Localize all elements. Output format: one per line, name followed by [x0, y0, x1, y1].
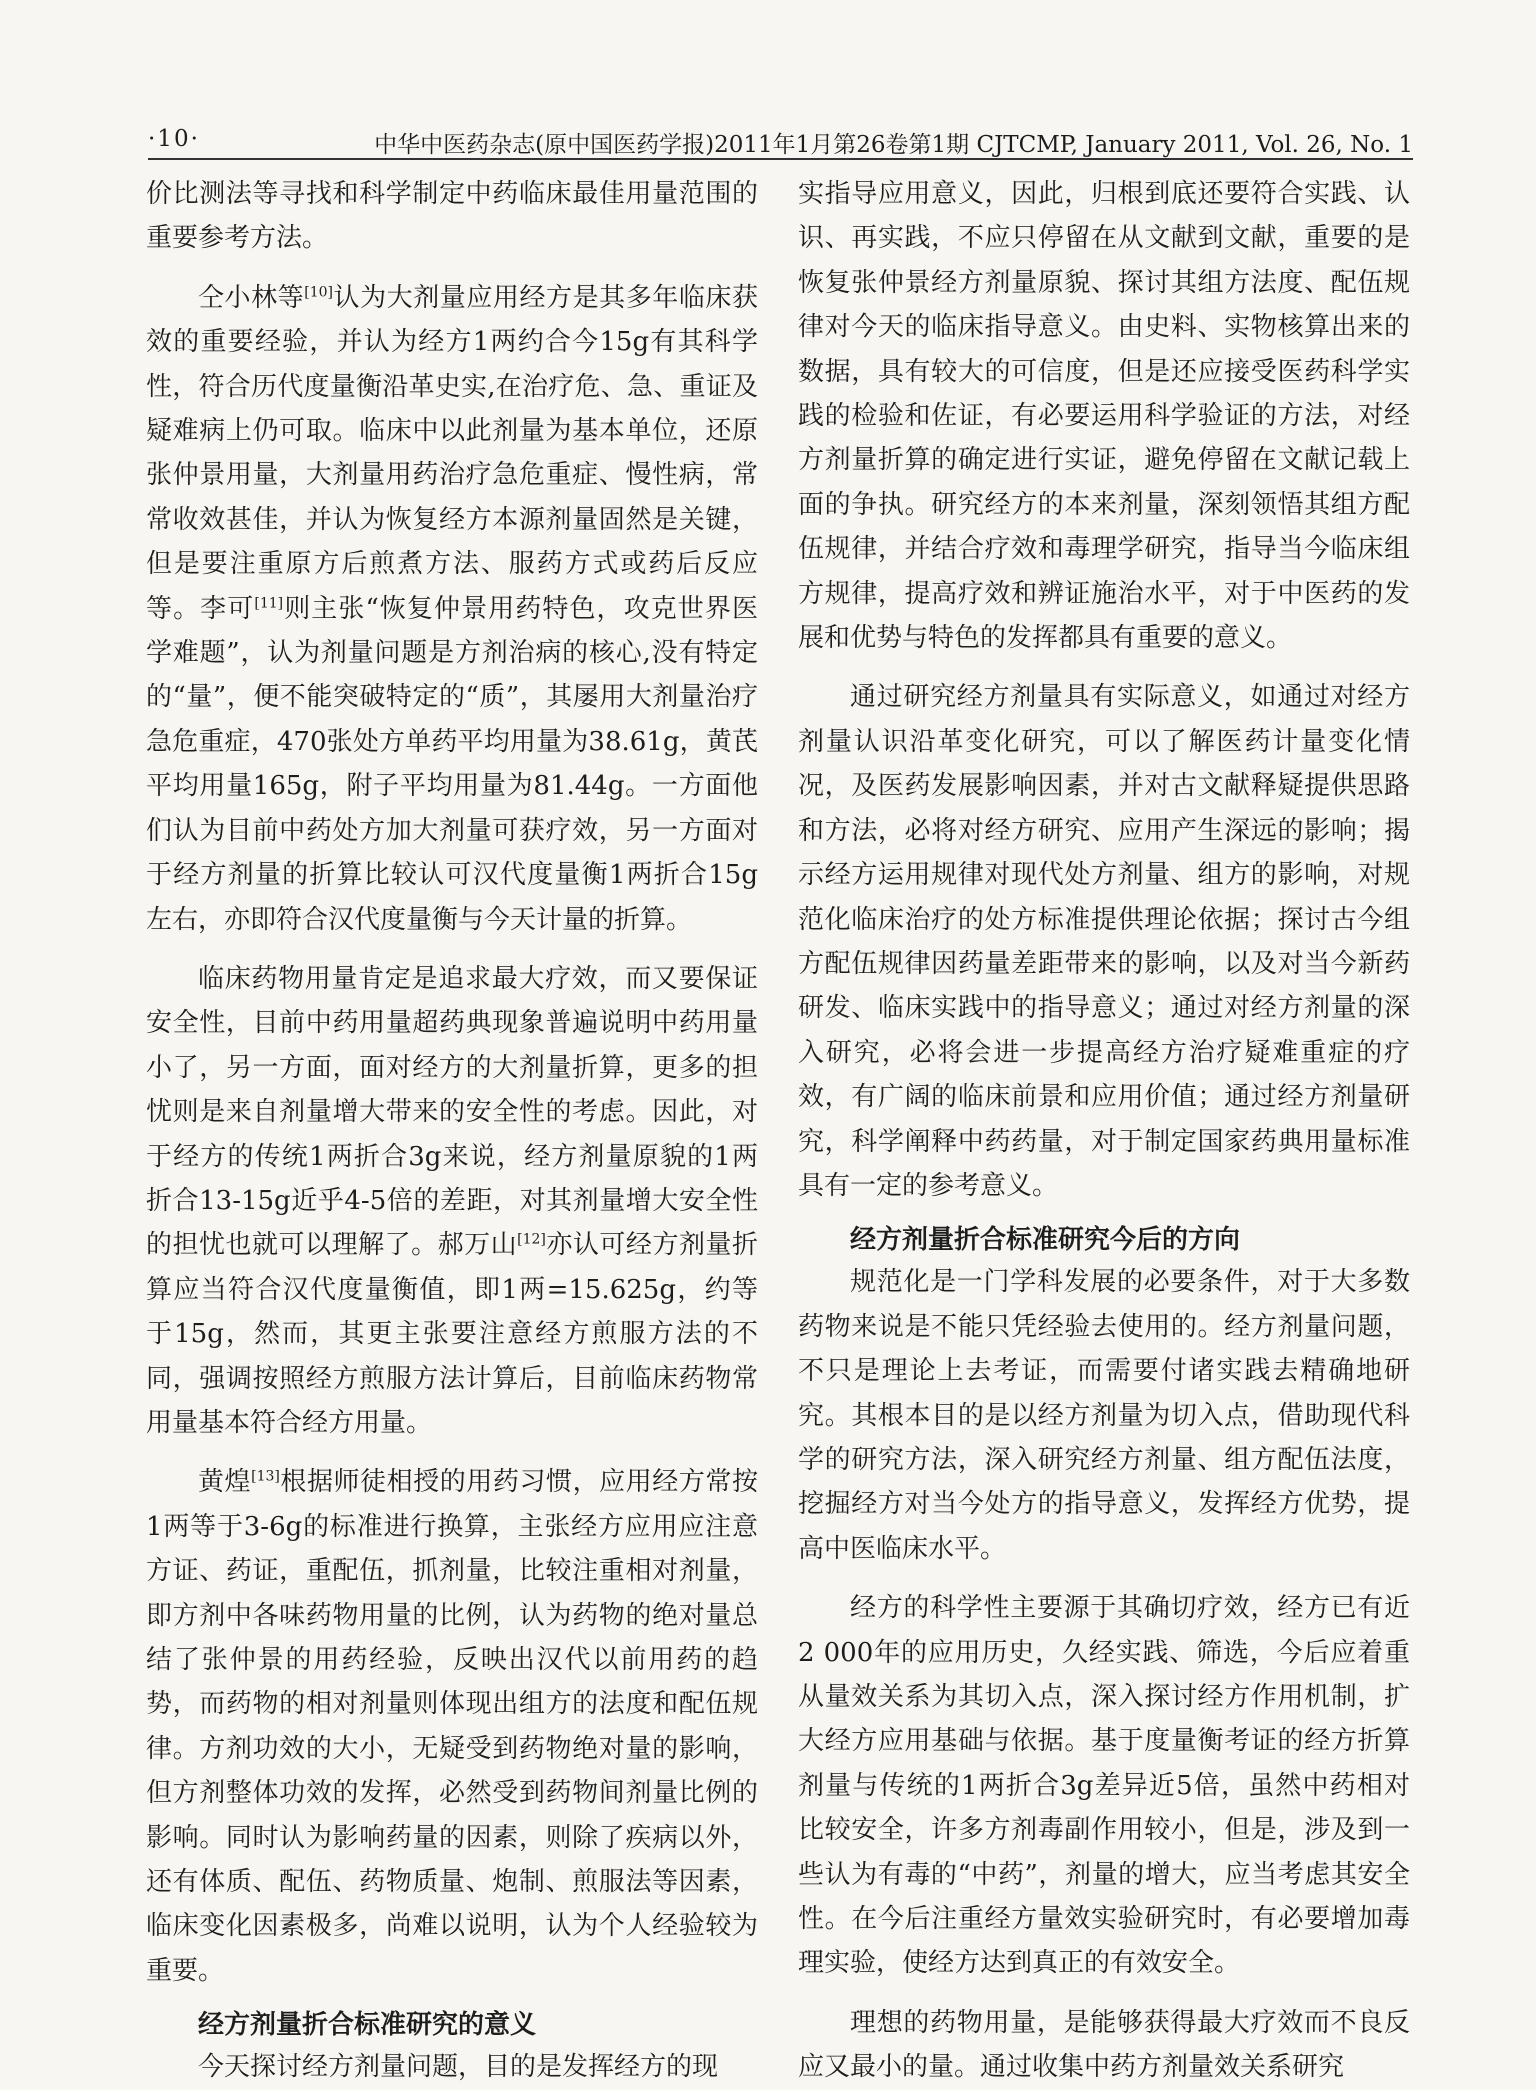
- journal-citation: 中华中医药杂志(原中国医药学报)2011年1月第26卷第1期 CJTCMP, January 2011, Vol. 26, No. 1: [374, 132, 1413, 158]
- text: 认为大剂量应用经方是其多年临床获效的重要经验，并认为经方1两约合今15g有其科学性，符合历代度量衡沿革史实,在治疗危、急、重证及疑难病上仍可取。临床中以此剂量为基本单位，还原张仲景用量，大剂量用药治疗急危重症、慢性病，常常收效甚佳，并认为恢复经方本源剂量固然是关键，但是要注重原方后煎煮方法、服药方式或药后反应等。李可: [146, 282, 758, 624]
- paragraph: 规范化是一门学科发展的必要条件，对于大多数药物来说是不能只凭经验去使用的。经方剂量问题，不只是理论上去考证，而需要付诸实践去精确地研究。其根本目的是以经方剂量为切入点，借助现代科学的研究方法，深入研究经方剂量、组方配伍法度，挖掘经方对当今处方的指导意义，发挥经方优势，提高中医临床水平。: [798, 1267, 1410, 1564]
- section-heading: 经方剂量折合标准研究的意义: [198, 2010, 537, 2041]
- page-header: [148, 118, 1413, 160]
- citation: [10]: [304, 284, 333, 301]
- citation: [11]: [254, 595, 284, 611]
- paragraph: 价比测法等寻找和科学制定中药临床最佳用量范围的重要参考方法。: [146, 179, 758, 254]
- paragraph: 今天探讨经方剂量问题，目的是发挥经方的现: [198, 2052, 719, 2083]
- paragraph: [146, 1460, 758, 1993]
- paragraph: 理想的药物用量，是能够获得最大疗效而不良反应又最小的量。通过收集中药方剂量效关系研究: [798, 2007, 1410, 2083]
- paragraph: [146, 276, 758, 942]
- text: 亦认可经方剂量折算应当符合汉代度量衡值，即1两=15.625g，约等于15g，然而，其更主张要注意经方煎服方法的不同，强调按照经方煎服方法计算后，目前临床药物常用量基本符合经方用量。: [146, 1230, 758, 1438]
- paragraph: 实指导应用意义，因此，归根到底还要符合实践、认识、再实践，不应只停留在从文献到文献，重要的是恢复张仲景经方剂量原貌、探讨其组方法度、配伍规律对今天的临床指导意义。由史料、实物核算出来的数据，具有较大的可信度，但是还应接受医药科学实践的检验和佐证，有必要运用科学验证的方法，对经方剂量折算的确定进行实证，避免停留在文献记载上面的争执。研究经方的本来剂量，深刻领悟其组方配伍规律，并结合疗效和毒理学研究，指导当今临床组方规律，提高疗效和辨证施治水平，对于中医药的发展和优势与特色的发挥都具有重要的意义。: [798, 179, 1410, 654]
- page-number: ·10·: [148, 126, 200, 152]
- paragraph: [146, 957, 758, 1445]
- text: 黄煌: [198, 1467, 252, 1498]
- text: 临床药物用量肯定是追求最大疗效，而又要保证安全性，目前中药用量超药典现象普遍说明中药用量小了，另一方面，面对经方的大剂量折算，更多的担忧则是来自剂量增大带来的安全性的考虑。因此，对于经方的传统1两折合3g来说，经方剂量原貌的1两折合13-15g近乎4-5倍的差距，对其剂量增大安全性的担忧也就可以理解了。郝万山: [146, 963, 758, 1261]
- left-column: [146, 172, 758, 2090]
- citation: [13]: [251, 1468, 280, 1485]
- paragraph: 通过研究经方剂量具有实际意义，如通过对经方剂量认识沿革变化研究，可以了解医药计量变化情况，及医药发展影响因素，并对古文献释疑提供思路和方法，必将对经方研究、应用产生深远的影响；揭示经方运用规律对现代处方剂量、组方的影响，对规范化临床治疗的处方标准提供理论依据；探讨古今组方配伍规律因药量差距带来的影响，以及对当今新药研发、临床实践中的指导意义；通过对经方剂量的深入研究，必将会进一步提高经方治疗疑难重症的疗效，有广阔的临床前景和应用价值；通过经方剂量研究，科学阐释中药药量，对于制定国家药典用量标准具有一定的参考意义。: [798, 682, 1410, 1201]
- text: 则主张“恢复仲景用药特色，攻克世界医学难题”，认为剂量问题是方剂治病的核心,没有特定的“量”，便不能突破特定的“质”，其屡用大剂量治疗急危重症，470张处方单药平均用量为38.61g，黄芪平均用量165g，附子平均用量为81.44g。一方面他们认为目前中药处方加大剂量可获疗效，另一方面对于经方剂量的折算比较认可汉代度量衡1两折合15g左右，亦即符合汉代度量衡与今天计量的折算。: [146, 593, 758, 935]
- section-heading: 经方剂量折合标准研究今后的方向: [850, 1225, 1241, 1256]
- right-column: [798, 172, 1410, 2090]
- citation: [12]: [517, 1231, 546, 1248]
- text: 根据师徒相授的用药习惯，应用经方常按1两等于3-6g的标准进行换算，主张经方应用应注意方证、药证，重配伍，抓剂量，比较注重相对剂量，即方剂中各味药物用量的比例，认为药物的绝对量总结了张仲景的用药经验，反映出汉代以前用药的趋势，而药物的相对剂量则体现出组方的法度和配伍规律。方剂功效的大小，无疑受到药物绝对量的影响，但方剂整体功效的发挥，必然受到药物间剂量比例的影响。同时认为影响药量的因素，则除了疾病以外，还有体质、配伍、药物质量、炮制、煎服法等因素，临床变化因素极多，尚难以说明，认为个人经验较为重要。: [146, 1467, 758, 1986]
- paragraph: 经方的科学性主要源于其确切疗效，经方已有近2 000年的应用历史，久经实践、筛选，今后应着重从量效关系为其切入点，深入探讨经方作用机制，扩大经方应用基础与依据。基于度量衡考证的经方折算剂量与传统的1两折合3g差异近5倍，虽然中药相对比较安全，许多方剂毒副作用较小，但是，涉及到一些认为有毒的“中药”，剂量的增大，应当考虑其安全性。在今后注重经方量效实验研究时，有必要增加毒理实验，使经方达到真正的有效安全。: [798, 1593, 1410, 1979]
- text: 仝小林等: [198, 282, 305, 313]
